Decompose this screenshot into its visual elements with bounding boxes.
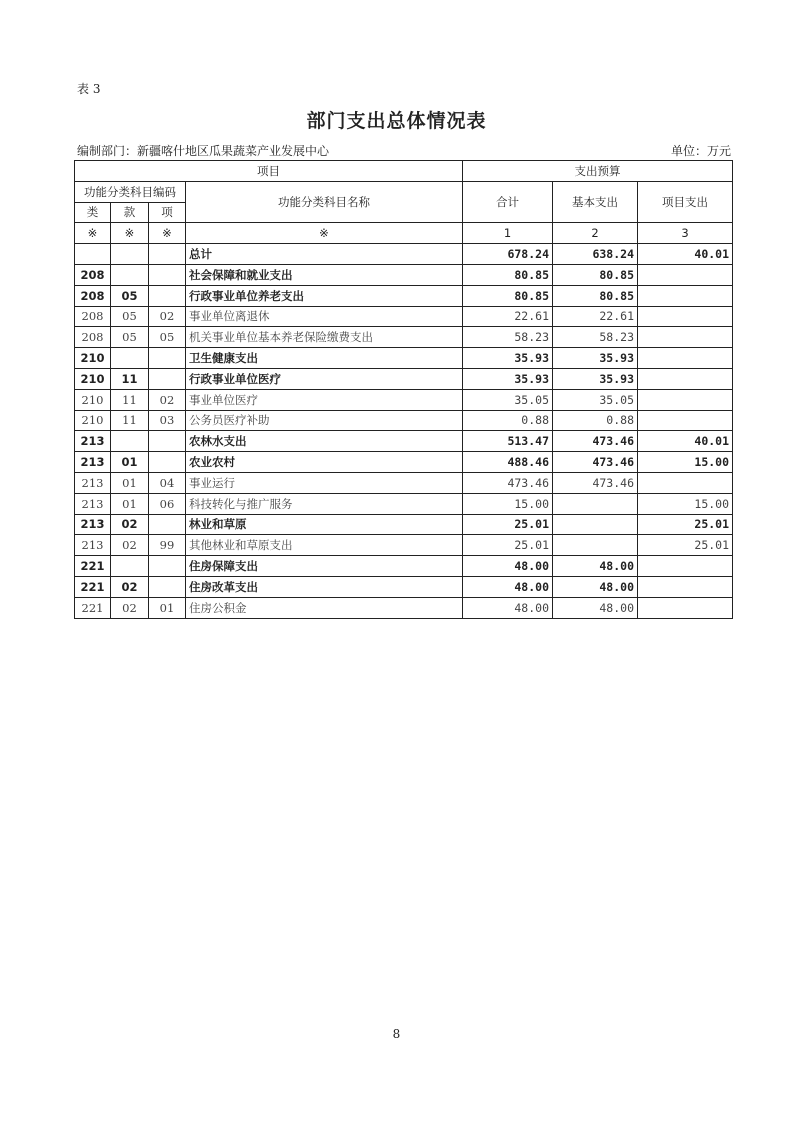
code-lei [75, 244, 111, 265]
code-xiang [149, 348, 186, 369]
table-row [75, 306, 733, 327]
value-total: 48.00 [463, 597, 553, 618]
code-kuan [111, 244, 149, 265]
value-project: 40.01 [638, 431, 733, 452]
header-xiang: 项 [149, 202, 186, 223]
value-total: 15.00 [463, 493, 553, 514]
value-basic: 473.46 [553, 431, 638, 452]
value-total: 513.47 [463, 431, 553, 452]
value-total: 80.85 [463, 264, 553, 285]
code-kuan [111, 348, 149, 369]
table-row [75, 431, 733, 452]
table-row [75, 514, 733, 535]
marker-name: ※ [186, 223, 463, 244]
header-kuan: 款 [111, 202, 149, 223]
value-total: 678.24 [463, 244, 553, 265]
value-basic: 473.46 [553, 472, 638, 493]
code-lei: 213 [75, 535, 111, 556]
unit-label: 单位：万元 [670, 144, 731, 158]
value-basic: 0.88 [553, 410, 638, 431]
code-xiang [149, 556, 186, 577]
value-project: 25.01 [638, 514, 733, 535]
value-total: 48.00 [463, 556, 553, 577]
code-lei: 208 [75, 264, 111, 285]
value-basic: 48.00 [553, 556, 638, 577]
value-basic [553, 493, 638, 514]
value-basic: 22.61 [553, 306, 638, 327]
value-project: 25.01 [638, 535, 733, 556]
table-row [75, 452, 733, 473]
table-row [75, 472, 733, 493]
header-name: 功能分类科目名称 [186, 181, 463, 223]
code-xiang: 04 [149, 472, 186, 493]
item-name: 住房改革支出 [186, 576, 463, 597]
value-basic [553, 535, 638, 556]
page-number: 8 [392, 1027, 401, 1041]
header-project: 项目支出 [638, 181, 733, 223]
code-xiang: 99 [149, 535, 186, 556]
table-row [75, 285, 733, 306]
code-xiang: 05 [149, 327, 186, 348]
value-basic: 35.93 [553, 348, 638, 369]
value-basic: 35.05 [553, 389, 638, 410]
table-label: 表 3 [77, 82, 101, 96]
table-row [75, 597, 733, 618]
code-kuan: 11 [111, 389, 149, 410]
code-kuan: 11 [111, 410, 149, 431]
item-name: 行政事业单位养老支出 [186, 285, 463, 306]
item-name: 社会保障和就业支出 [186, 264, 463, 285]
code-kuan: 05 [111, 285, 149, 306]
header-total: 合计 [463, 181, 553, 223]
table-row [75, 327, 733, 348]
code-xiang [149, 576, 186, 597]
item-name: 住房公积金 [186, 597, 463, 618]
marker-total: 1 [463, 223, 553, 244]
value-total: 58.23 [463, 327, 553, 348]
expenditure-table [74, 160, 733, 619]
value-total: 488.46 [463, 452, 553, 473]
code-kuan [111, 431, 149, 452]
code-lei: 213 [75, 472, 111, 493]
value-project [638, 264, 733, 285]
item-name: 农业农村 [186, 452, 463, 473]
item-name: 行政事业单位医疗 [186, 368, 463, 389]
item-name: 其他林业和草原支出 [186, 535, 463, 556]
item-name: 住房保障支出 [186, 556, 463, 577]
value-project [638, 556, 733, 577]
value-project [638, 368, 733, 389]
table-row [75, 556, 733, 577]
value-basic: 48.00 [553, 576, 638, 597]
item-name: 科技转化与推广服务 [186, 493, 463, 514]
item-name: 事业单位医疗 [186, 389, 463, 410]
value-basic: 80.85 [553, 264, 638, 285]
code-xiang: 03 [149, 410, 186, 431]
marker-xiang: ※ [149, 223, 186, 244]
code-lei: 210 [75, 368, 111, 389]
code-xiang [149, 368, 186, 389]
value-total: 35.93 [463, 368, 553, 389]
code-xiang: 02 [149, 389, 186, 410]
code-lei: 208 [75, 306, 111, 327]
code-lei: 221 [75, 576, 111, 597]
item-name: 事业运行 [186, 472, 463, 493]
item-name: 林业和草原 [186, 514, 463, 535]
item-name: 公务员医疗补助 [186, 410, 463, 431]
code-lei: 221 [75, 556, 111, 577]
code-xiang [149, 244, 186, 265]
marker-lei: ※ [75, 223, 111, 244]
value-basic [553, 514, 638, 535]
value-project [638, 389, 733, 410]
code-kuan: 02 [111, 597, 149, 618]
header-budget: 支出预算 [463, 161, 733, 182]
header-row-1 [75, 161, 733, 182]
value-project: 15.00 [638, 493, 733, 514]
value-total: 25.01 [463, 535, 553, 556]
code-kuan: 02 [111, 576, 149, 597]
code-kuan: 11 [111, 368, 149, 389]
code-xiang [149, 264, 186, 285]
item-name: 机关事业单位基本养老保险缴费支出 [186, 327, 463, 348]
table-row [75, 264, 733, 285]
table-row [75, 368, 733, 389]
item-name: 事业单位离退休 [186, 306, 463, 327]
value-total: 35.05 [463, 389, 553, 410]
code-xiang: 02 [149, 306, 186, 327]
code-lei: 213 [75, 514, 111, 535]
value-total: 25.01 [463, 514, 553, 535]
page-title: 部门支出总体情况表 [306, 110, 487, 132]
code-kuan: 01 [111, 452, 149, 473]
value-project [638, 576, 733, 597]
code-kuan: 05 [111, 306, 149, 327]
value-total: 48.00 [463, 576, 553, 597]
code-xiang: 01 [149, 597, 186, 618]
code-xiang [149, 452, 186, 473]
department-label: 编制部门：新疆喀什地区瓜果蔬菜产业发展中心 [77, 144, 330, 158]
code-kuan: 01 [111, 493, 149, 514]
code-lei: 213 [75, 452, 111, 473]
value-project: 15.00 [638, 452, 733, 473]
code-lei: 210 [75, 410, 111, 431]
code-xiang [149, 431, 186, 452]
value-project [638, 327, 733, 348]
value-project [638, 348, 733, 369]
table-row [75, 576, 733, 597]
code-kuan: 01 [111, 472, 149, 493]
table-row [75, 244, 733, 265]
value-project [638, 410, 733, 431]
header-item: 项目 [75, 161, 463, 182]
table-row [75, 348, 733, 369]
code-lei: 208 [75, 285, 111, 306]
value-basic: 48.00 [553, 597, 638, 618]
value-project [638, 472, 733, 493]
value-project [638, 285, 733, 306]
value-project: 40.01 [638, 244, 733, 265]
code-kuan: 02 [111, 514, 149, 535]
item-name: 卫生健康支出 [186, 348, 463, 369]
value-basic: 58.23 [553, 327, 638, 348]
code-xiang: 06 [149, 493, 186, 514]
value-project [638, 597, 733, 618]
table-row [75, 535, 733, 556]
value-basic: 80.85 [553, 285, 638, 306]
item-name: 农林水支出 [186, 431, 463, 452]
code-kuan: 02 [111, 535, 149, 556]
value-total: 35.93 [463, 348, 553, 369]
value-basic: 473.46 [553, 452, 638, 473]
item-name: 总计 [186, 244, 463, 265]
code-lei: 221 [75, 597, 111, 618]
code-lei: 210 [75, 389, 111, 410]
header-code-group: 功能分类科目编码 [75, 181, 186, 202]
value-project [638, 306, 733, 327]
marker-row [75, 223, 733, 244]
table-row [75, 493, 733, 514]
code-xiang [149, 514, 186, 535]
marker-project: 3 [638, 223, 733, 244]
header-row-2 [75, 181, 733, 202]
value-total: 473.46 [463, 472, 553, 493]
table-row [75, 410, 733, 431]
code-lei: 213 [75, 493, 111, 514]
value-total: 0.88 [463, 410, 553, 431]
code-kuan: 05 [111, 327, 149, 348]
code-kuan [111, 556, 149, 577]
marker-kuan: ※ [111, 223, 149, 244]
marker-basic: 2 [553, 223, 638, 244]
code-kuan [111, 264, 149, 285]
code-lei: 210 [75, 348, 111, 369]
value-basic: 638.24 [553, 244, 638, 265]
code-lei: 208 [75, 327, 111, 348]
table-row [75, 389, 733, 410]
header-basic: 基本支出 [553, 181, 638, 223]
value-total: 80.85 [463, 285, 553, 306]
code-lei: 213 [75, 431, 111, 452]
value-total: 22.61 [463, 306, 553, 327]
code-xiang [149, 285, 186, 306]
value-basic: 35.93 [553, 368, 638, 389]
header-lei: 类 [75, 202, 111, 223]
